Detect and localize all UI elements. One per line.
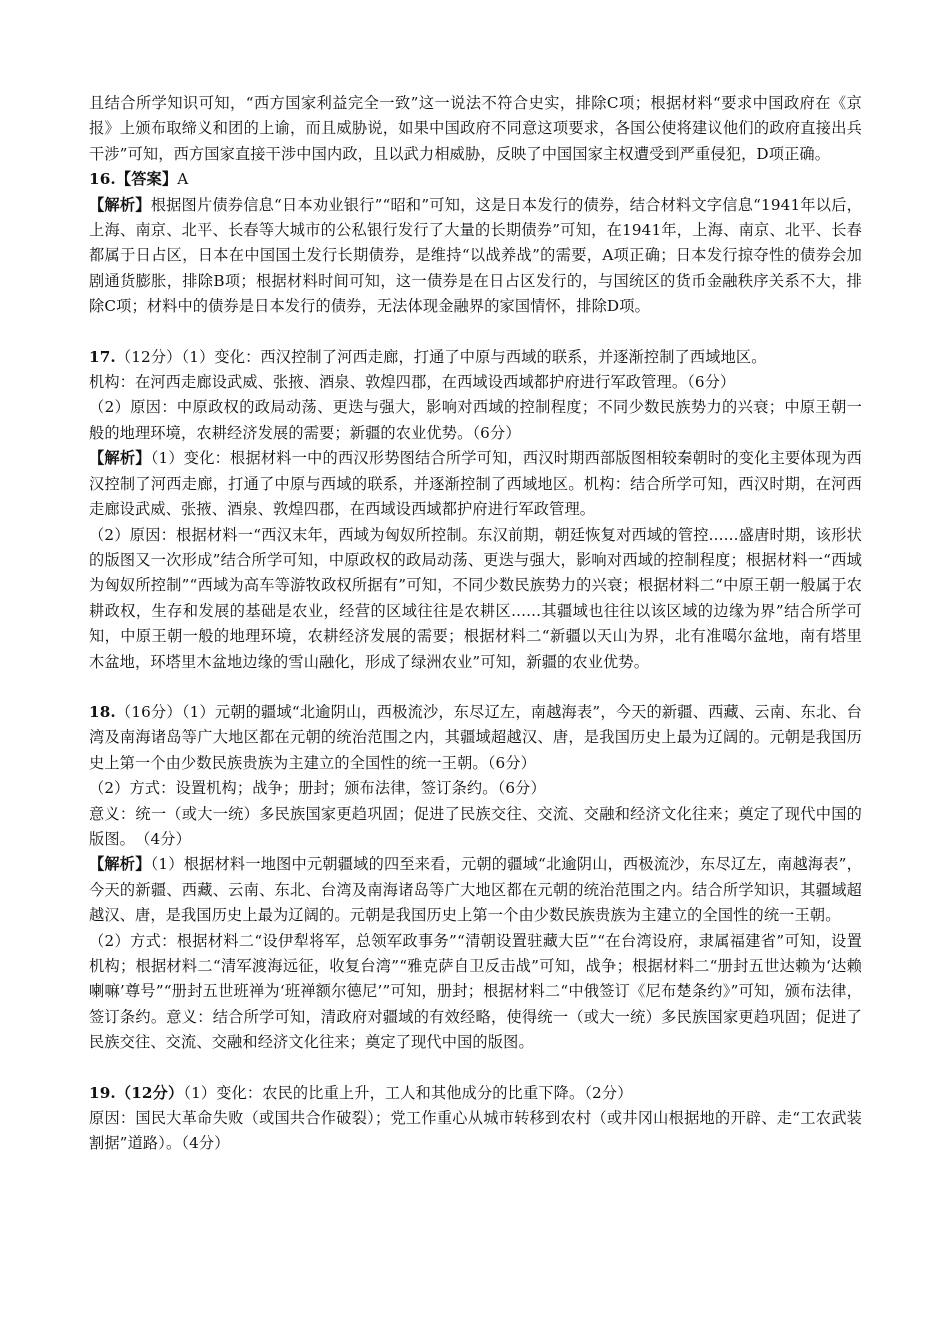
q16-answer-line (89, 167, 862, 192)
analysis-label: 【解析】 (89, 855, 151, 874)
q16-analysis-text: 根据图片债券信息“日本劝业银行”“昭和”可知，这是日本发行的债券，结合材料文字信息“1941年以后，上海、南京、北平、长春等大城市的公私银行发行了大量的长期债券”可知，在1941年，上海、南京、北平、长春都属于日占区，日本在中国国土发行长期债券，是维持“以战养战”的需要，A项正确；日本发行掠夺性的债券会加剧通货膨胀，排除B项；根据材料时间可知，这一债券是在日占区发行的，与国统区的货币金融秩序关系不大，排除C项；材料中的债券是日本发行的债券，无法体现金融界的家国情怀，排除D项。 (89, 195, 862, 316)
q18-line1-text: （16分）（1）元朝的疆域“北逾阴山，西极流沙，东尽辽左，南越海表”，今天的新疆、西藏、云南、东北、台湾及南海诸岛等广大地区都在元朝的统治范围之内，其疆域超越汉、唐，是我国历史上最为辽阔的。元朝是我国历史上第一个由少数民族贵族为主建立的全国性的统一王朝。（6分） (89, 702, 862, 772)
q16-block (89, 167, 862, 319)
q17-block (89, 345, 862, 675)
q18-number: 18. (89, 702, 116, 721)
analysis-label: 【解析】 (89, 195, 151, 214)
q17-analysis1-text: （1）变化：根据材料一中的西汉形势图结合所学可知，西汉时期西部版图相较秦朝时的变化主要体现为西汉控制了河西走廊，打通了中原与西域的联系，并逐渐控制了西域地区。机构：结合所学可知，西汉时期，在河西走廊设武威、张掖、酒泉、敦煌四郡，在西域设西域都护府进行军政管理。 (89, 449, 862, 519)
q17-line3: （2）原因：中原政权的政局动荡、更迭与强大，影响对西域的控制程度；不同少数民族势力的兴衰；中原王朝一般的地理环境，农耕经济发展的需要；新疆的农业优势。（6分） (89, 398, 862, 442)
q17-line1-text: （12分）（1）变化：西汉控制了河西走廊，打通了中原与西域的联系，并逐渐控制了西域地区。 (115, 347, 767, 366)
q16-answer: A (177, 170, 189, 189)
q18-block (89, 700, 862, 1056)
q18-analysis1-text: （1）根据材料一地图中元朝疆域的四至来看，元朝的疆域“北逾阴山，西极流沙，东尽辽左，南越海表”，今天的新疆、西藏、云南、东北、台湾及南海诸岛等广大地区都在元朝的统治范围之内。结合所学知识，其疆域超越汉、唐，是我国历史上最为辽阔的。元朝是我国历史上第一个由少数民族贵族为主建立的全国性的统一王朝。 (89, 855, 862, 925)
q17-line1 (89, 345, 862, 370)
q18-line1 (89, 700, 862, 776)
q19-number: 19. (89, 1083, 116, 1102)
spacer (89, 675, 862, 700)
answer-label: 【答案】 (115, 170, 178, 189)
q19-block (89, 1081, 862, 1157)
q18-line2: （2）方式：设置机构；战争；册封；颁布法律，签订条约。（6分） (89, 779, 546, 798)
q19-line2: 原因：国民大革命失败（或国共合作破裂）；党工作重心从城市转移到农村（或井冈山根据地的开辟、走“工农武装割据”道路）。（4分） (89, 1109, 862, 1153)
spacer (89, 320, 862, 345)
q16-analysis (89, 193, 862, 320)
q15-continuation: 且结合所学知识可知，“西方国家利益完全一致”这一说法不符合史实，排除C项；根据材料“要求中国政府在《京报》上颁布取缔义和团的上谕，而且威胁说，如果中国政府不同意这项要求，各国公使将建议他们的政府直接出兵干涉”可知，西方国家直接干涉中国内政，且以武力相威胁，反映了中国国家主权遭受到严重侵犯，D项正确。 (89, 94, 862, 163)
answer-content (89, 91, 862, 1157)
q19-score: （12分） (115, 1083, 184, 1102)
q19-line1 (89, 1081, 862, 1106)
q17-number: 17. (89, 347, 116, 366)
q19-line1-text: （1）变化：农民的比重上升，工人和其他成分的比重下降。（2分） (183, 1083, 633, 1102)
q18-analysis1 (89, 852, 862, 928)
q17-line2: 机构：在河西走廊设武威、张掖、酒泉、敦煌四郡，在西域设西域都护府进行军政管理。（6分） (89, 373, 736, 392)
q17-analysis2: （2）原因：根据材料一“西汉末年，西域为匈奴所控制。东汉前期，朝廷恢复对西域的管控......盛唐时期，该形状的版图又一次形成”结合所学可知，中原政权的政局动荡、更迭与强大，影响对西域的控制程度；根据材料一“西域为匈奴所控制”“西域为高车等游牧政权所据有”可知，不同少数民族势力的兴衰；根据材料二“中原王朝一般属于农耕政权，生存和发展的基础是农业，经营的区域往往是农耕区......其疆域也往往以该区域的边缘为界”结合所学可知，中原王朝一般的地理环境，农耕经济发展的需要；根据材料二“新疆以天山为界，北有准噶尔盆地，南有塔里木盆地，环塔里木盆地边缘的雪山融化，形成了绿洲农业”可知，新疆的农业优势。 (89, 525, 862, 671)
q18-line3: 意义：统一（或大一统）多民族国家更趋巩固；促进了民族交往、交流、交融和经济文化往来；奠定了现代中国的版图。 （4分） (89, 804, 862, 848)
q17-analysis1 (89, 446, 862, 522)
q18-analysis2: （2）方式：根据材料二“设伊犁将军，总领军政事务”“清朝设置驻藏大臣”“在台湾设府，隶属福建省”可知，设置机构；根据材料二“清军渡海远征，收复台湾”“雅克萨自卫反击战”可知，战争；根据材料二“册封五世达赖为‘达赖喇嘛’尊号”“册封五世班禅为‘班禅额尔德尼’”可知，册封；根据材料二“中俄签订《尼布楚条约》”可知，颁布法律，签订条约。意义：结合所学可知，清政府对疆域的有效经略，使得统一（或大一统）多民族国家更趋巩固；促进了民族交往、交流、交融和经济文化往来；奠定了现代中国的版图。 (89, 931, 862, 1052)
q16-number: 16. (89, 170, 116, 189)
spacer (89, 1056, 862, 1081)
analysis-label: 【解析】 (89, 449, 151, 468)
